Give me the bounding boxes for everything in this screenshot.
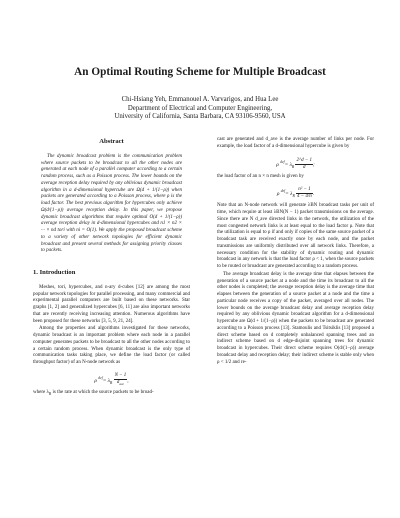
- eq2-numerator: 2^d − 1: [296, 157, 312, 163]
- eq2-sub: B: [291, 164, 295, 169]
- intro-paragraph-1: Meshes, tori, hypercubes, and n-ary d-cubes [12] are among the most popular network topologies for parallel processing, and many commercial and experimental parallel computers are built based on these networks. Star graphs [1, 2] and generalized hypercubes [6, 11] are also important networks that are recently receiving increasing attention. Numerous algorithms have been proposed for these networks [3, 5, 9, 21, 24].: [33, 284, 190, 324]
- abstract-text: The dynamic broadcast problem is the communication problem where source packets to be broadcast to all the other nodes are generated at each node of a parallel computer according to a certain random process, such as a Poisson process. The lower bounds on the average reception delay required by any oblivious dynamic broadcast algorithm in a d-dimensional hypercube are Ω(d + 1/(1−ρ)) when packets are generated according to a Poisson process, where ρ is the load factor. The best previous algorithm for hypercubes only achieve Ω(d/(1−ρ)) average reception delay. In this paper, we propose dynamic broadcast algorithms that require optimal O(d + 1/(1−ρ)) average reception delay in d-dimensional hypercubes and n1 × n2 × ··· × nd tori with ni = O(1). We apply the proposed broadcast scheme to a variety of other network topologies for efficient dynamic broadcast and present several methods for assigning priority classes to packets.: [41, 153, 182, 254]
- eq2-def: def: [280, 159, 285, 164]
- intro-paragraph-2: Among the properties and algorithms investigated for these networks, dynamic broadcast is an important problem where each node in a parallel computer generates packets to be broadcast to all the other nodes according to a certain random process. When dynamic broadcast is the only type of communication tasks taking place, we define the load factor (or called throughput factor) of an N-node network as: [33, 326, 190, 365]
- right-paragraph-2: the load factor of an n × n mesh is given by: [217, 173, 304, 179]
- equation-hypercube: [217, 154, 374, 170]
- eq3-denominator: 4 − 4/n: [297, 194, 312, 200]
- eq1-denominator: [114, 377, 129, 387]
- eq1-mid: = λ: [102, 377, 111, 384]
- equation-mesh: [217, 183, 374, 199]
- author-block: [0, 96, 400, 122]
- equation-load-factor: [33, 370, 190, 386]
- eq1-lhs: ρ: [94, 377, 97, 384]
- abstract-heading: Abstract: [99, 138, 124, 145]
- eq3-lhs: ρ: [276, 191, 280, 198]
- affiliation: University of California, Santa Barbara, CA 93106-9560, USA: [114, 113, 286, 121]
- eq2-denominator: d: [302, 164, 306, 170]
- intro-paragraph-3: [33, 390, 190, 398]
- eq1-numerator: N − 1: [114, 373, 127, 379]
- introduction-heading: 1. Introduction: [33, 269, 76, 276]
- intro-p3-start: where λ: [33, 389, 49, 395]
- paper-title: An Optimal Routing Scheme for Multiple Broadcast: [74, 66, 326, 78]
- right-paragraph-3: Note that an N-node network will generate λBN broadcast tasks per unit of time, which require at least λBN(N − 1) packet transmissions on the average. Since there are N d_ave directed links in the network, the utilization of the most congested network links is at least equal to the load factor ρ. Note that the utilization is equal to ρ if and only if copies of the same source packet of a broadcast task are received exactly once by each node, and the packet transmissions are uniformly distributed over all network links. Therefore, a necessary condition for the stability of dynamic routing and dynamic broadcast in any network is that the load factor ρ < 1, when the source packets to be routed or broadcast are generated according to a random process.: [217, 203, 374, 269]
- left-column: [33, 138, 190, 399]
- eq3-def: def: [280, 189, 286, 194]
- intro-p3-sub: B: [48, 391, 52, 396]
- eq1-den-sub: ave: [119, 382, 125, 387]
- intro-p3-end: is the rate at which the source packets to be broad-: [51, 389, 154, 395]
- authors: Chi-Hsiang Yeh, Emmanouel A. Varvarigos, and Hua Lee: [121, 96, 279, 103]
- eq3-numerator: n² − 1: [296, 187, 313, 194]
- eq3-mid: = λ: [285, 191, 293, 198]
- eq3-fraction: [296, 187, 313, 200]
- eq1-tail: ,: [127, 377, 129, 384]
- eq1-sub: B: [110, 380, 113, 385]
- right-paragraph-1: cast are generated and d_ave is the average number of links per node. For example, the load factor of a d-dimensional hypercube is given by: [217, 137, 374, 149]
- eq2-fraction: [295, 158, 312, 171]
- eq2-lhs: ρ: [276, 161, 279, 168]
- eq2-mid: = λ: [284, 161, 292, 168]
- right-paragraph-4: The average broadcast delay is the average time that elapses between the generation of a source packet at a node and the time its broadcast to all the other nodes is completed; the average reception delay is the average time that elapses between the generation of a source packet at a node and the time a particular node receives a copy of the packet, averaged over all nodes. The lower bounds on the average broadcast delay and average reception delay required by any oblivious dynamic broadcast algorithm for a d-dimensional hypercube are Ω(d + 1/(1−ρ)) when the packets to be broadcast are generated according to a Poisson process [13]. Stamoulis and Tsitsiklis [13] proposed a direct scheme based on d completely unbalanced spanning trees and an indirect scheme based on d edge-disjoint spanning trees for dynamic broadcast in hypercubes. Their direct scheme requires O(d/(1−ρ)) average broadcast delay and reception delay; their indirect scheme is stable only when ρ < 1/2 and re-: [217, 271, 374, 365]
- right-column: [217, 137, 374, 367]
- eq3-sub: B: [292, 194, 295, 199]
- eq1-def: def: [98, 375, 103, 380]
- eq1-fraction: [114, 373, 128, 387]
- eq3-tail: .: [312, 191, 315, 198]
- department: Department of Electrical and Computer Engineering,: [127, 104, 273, 112]
- eq2-tail: ;: [312, 161, 315, 168]
- eq1-den-main: d: [116, 380, 120, 386]
